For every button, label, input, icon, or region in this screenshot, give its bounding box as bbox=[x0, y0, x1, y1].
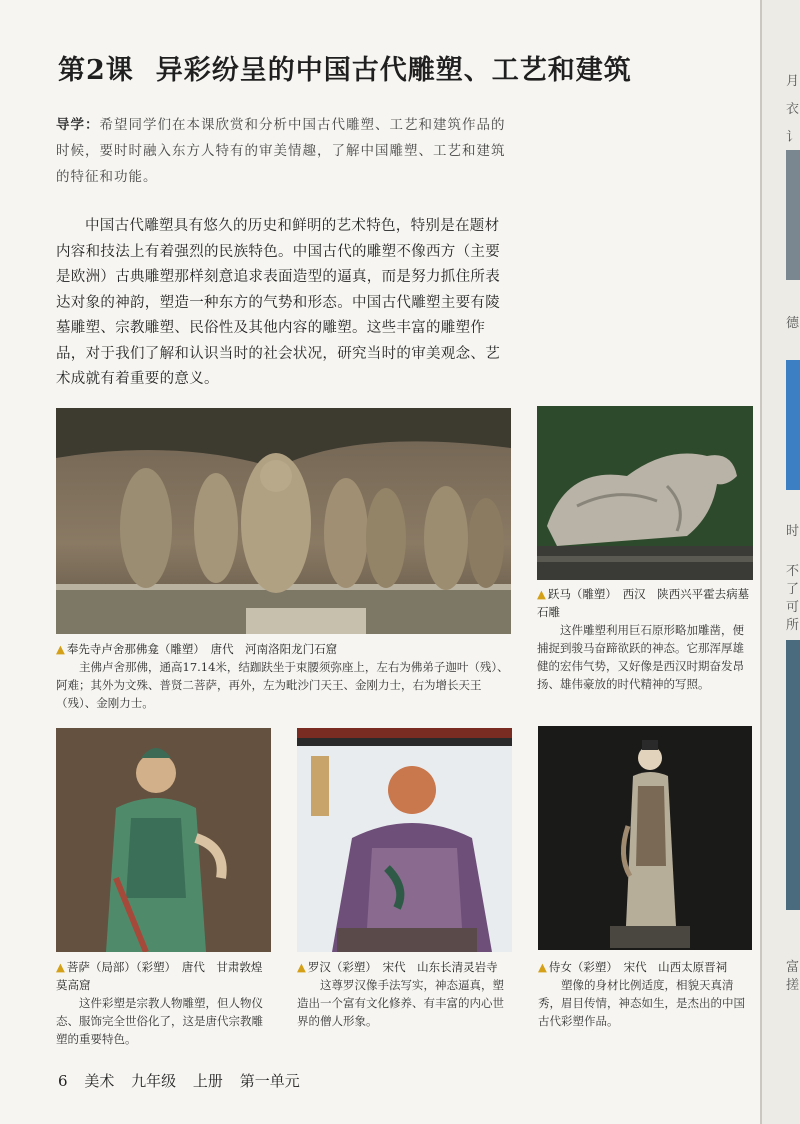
page-footer bbox=[58, 1070, 312, 1091]
bodhisattva-photo bbox=[56, 728, 271, 952]
intro-paragraph bbox=[56, 112, 514, 190]
strip-char: 所 bbox=[786, 618, 800, 633]
strip-image-2 bbox=[786, 360, 800, 490]
caption-marker-icon: ▲ bbox=[56, 960, 65, 974]
caption-luohan: ▲ 罗汉（彩塑） 宋代 山东长清灵岩寺 这尊罗汉像手法写实，神态逼真，塑造出一个富有文化修养、有丰富的内心世界的僧人形象。 bbox=[297, 960, 504, 1028]
lesson-number: 第2课 bbox=[58, 55, 134, 86]
page-number: 6 bbox=[58, 1072, 68, 1090]
strip-image-1 bbox=[786, 150, 800, 280]
lesson-title: 异彩纷呈的中国古代雕塑、工艺和建筑 bbox=[155, 55, 632, 86]
intro-lead: 导学： bbox=[56, 117, 100, 133]
strip-char: 了 bbox=[786, 582, 800, 597]
strip-char: 月 bbox=[786, 74, 800, 89]
caption-marker-icon: ▲ bbox=[297, 960, 306, 974]
leaping-horse-photo bbox=[537, 406, 753, 580]
longmen-grotto-photo bbox=[56, 408, 511, 634]
strip-char: 富 bbox=[786, 960, 800, 975]
caption-marker-icon: ▲ bbox=[56, 642, 65, 656]
strip-char: 德 bbox=[786, 316, 800, 331]
page-title bbox=[58, 48, 678, 87]
volume: 上册 bbox=[192, 1072, 223, 1090]
caption-marker-icon: ▲ bbox=[537, 587, 546, 601]
strip-char: 可 bbox=[786, 600, 800, 615]
caption-horse: ▲ 跃马（雕塑） 西汉 陕西兴平霍去病墓石雕 这件雕塑利用巨石原形略加雕凿，便捕捉到骏马奋蹄欲跃的神态。它那浑厚雄健的宏伟气势，又好像是西汉时期奋发昂扬、雄伟豪放的时代精神的写照。 bbox=[537, 587, 750, 691]
strip-char: 讠 bbox=[786, 130, 800, 145]
subject: 美术 bbox=[84, 1072, 115, 1090]
luohan-photo bbox=[297, 728, 512, 952]
caption-marker-icon: ▲ bbox=[538, 960, 547, 974]
caption-bodhisattva: ▲ 菩萨（局部）（彩塑） 唐代 甘肃敦煌莫高窟 这件彩塑是宗教人物雕塑，但人物仪态、服饰完全世俗化了，这是唐代宗教雕塑的重要特色。 bbox=[56, 960, 263, 1046]
intro-text: 希望同学们在本课欣赏和分析中国古代雕塑、工艺和建筑作品的时候，要时时融入东方人特有的审美情趣，了解中国雕塑、工艺和建筑的特征和功能。 bbox=[56, 117, 506, 185]
caption-maid: ▲ 侍女（彩塑） 宋代 山西太原晋祠 塑像的身材比例适度，相貌天真清秀，眉目传情，神态如生，是杰出的中国古代彩塑作品。 bbox=[538, 960, 745, 1028]
strip-char: 搓 bbox=[786, 978, 800, 993]
strip-char: 不 bbox=[786, 564, 800, 579]
strip-char: 衣 bbox=[786, 102, 800, 117]
caption-fengxian: ▲ 奉先寺卢舍那佛龛（雕塑） 唐代 河南洛阳龙门石窟 主佛卢舍那佛，通高17.14米，结跏趺坐于束腰须弥座上，左右为佛弟子迦叶（残）、阿难；其外为文殊、普贤二菩萨，再外，左为毗沙门天王、金刚力士，右为增长天王（残）、金刚力士。 bbox=[56, 642, 509, 710]
strip-char: 时 bbox=[786, 524, 800, 539]
grade: 九年级 bbox=[131, 1072, 177, 1090]
body-paragraph: 中国古代雕塑具有悠久的历史和鲜明的艺术特色，特别是在题材内容和技法上有着强烈的民族特色。中国古代的雕塑不像西方（主要是欧洲）古典雕塑那样刻意追求表面造型的逼真，而是努力抓住所表达对象的神韵，塑造一种东方的气势和形态。中国古代雕塑主要有陵墓雕塑、宗教雕塑、民俗性及其他内容的雕塑。这些丰富的雕塑作品，对于我们了解和认识当时的社会状况，研究当时的审美观念、艺术成就有着重要的意义。 bbox=[56, 218, 500, 387]
strip-image-3 bbox=[786, 640, 800, 910]
maid-photo bbox=[538, 726, 752, 950]
unit: 第一单元 bbox=[239, 1072, 300, 1090]
